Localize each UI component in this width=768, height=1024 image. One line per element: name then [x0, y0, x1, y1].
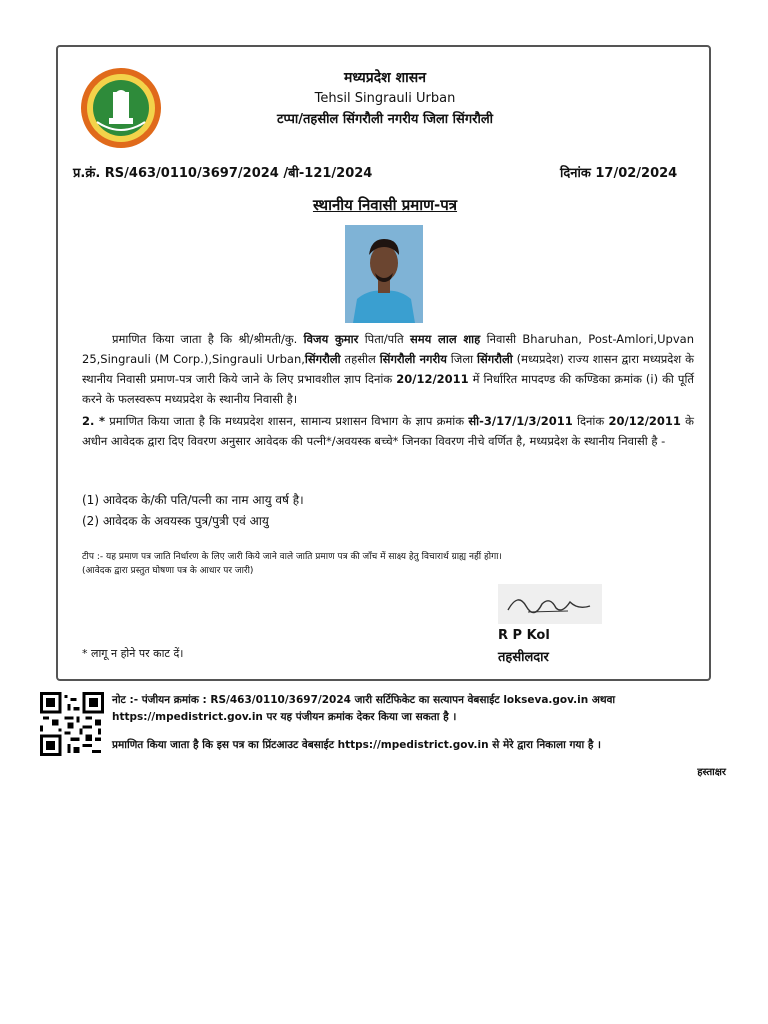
p1-text-d: तहसील	[340, 352, 380, 366]
city-name: सिंगरौली	[304, 352, 341, 366]
header-tehsil-hindi: टप्पा/तहसील सिंगरौली नगरीय जिला सिंगरौली	[276, 112, 494, 127]
issue-date: दिनांक 17/02/2024	[560, 166, 678, 181]
footer-printout-note: प्रमाणित किया जाता है कि इस पत्र का प्रिंटआउट वेबसाईट https://mpedistrict.gov.in से मेरे द्वारा निकाला गया है ।	[112, 739, 602, 751]
signatory-name: R P Kol	[498, 628, 550, 643]
p1-text-a: प्रमाणित किया जाता है कि श्री/श्रीमती/कु.	[112, 332, 304, 346]
p2-text-a: प्रमाणित किया जाता है कि मध्यप्रदेश शासन, सामान्य प्रशासन विभाग के ज्ञाप क्रमांक	[104, 414, 469, 428]
p2-text-c: के अधीन आवेदक द्वारा दिए विवरण अनुसार आवेदक की पत्नी*/अवयस्क बच्चे* जिनका विवरण नीचे वर्णित है, मध्यप्रदेश के स्थानीय निवासी है -	[82, 414, 695, 448]
p1-text-e: जिला	[446, 352, 478, 366]
memo-number: सी-3/17/1/3/2011	[468, 414, 573, 428]
p1-text-g: में निर्धारित मापदण्ड की कण्डिका क्रमांक (i) की पूर्ति करने के फलस्वरूप मध्यप्रदेश के स्थानीय निवासी है।	[82, 372, 694, 406]
signature-label: हस्ताक्षर	[697, 767, 726, 778]
father-name: समय लाल शाह	[410, 332, 481, 346]
footer-verification-note: नोट :- पंजीयन क्रमांक : RS/463/0110/3697/2024 जारी सर्टिफिकेट का सत्यापन वेबसाईट lokseva.gov.in अथवा	[112, 694, 616, 706]
handwritten-signature	[498, 584, 602, 624]
p1-text-c: निवासी Bharuhan, Post-Amlori,Upvan 25,Singrauli (M Corp.),Singrauli Urban,	[82, 332, 694, 366]
certification-paragraph-1	[82, 329, 694, 409]
mp-government-emblem-icon	[79, 66, 163, 150]
p1-text-f: (मध्यप्रदेश) राज्य शासन द्वारा मध्यप्रदेश के स्थानीय निवासी प्रमाण-पत्र जारी किये जाने के लिए प्रभावशील ज्ञाप दिनांक	[82, 352, 694, 386]
p2-number: 2. *	[82, 414, 105, 428]
note-declaration: (आवेदक द्वारा प्रस्तुत घोषणा पत्र के आधार पर जारी)	[82, 566, 254, 576]
reference-number: प्र.क्रं. RS/463/0110/3697/2024 /बी-121/2024	[73, 166, 373, 181]
p1-text-b: पिता/पति	[358, 332, 411, 346]
p2-text-b: दिनांक	[572, 414, 609, 428]
applicant-name: विजय कुमार	[303, 332, 359, 346]
district-name: सिंगरौली	[477, 352, 513, 366]
strike-out-note: * लागू न होने पर काट दें।	[82, 647, 184, 660]
signature-area	[498, 584, 602, 624]
certificate-title: स्थानीय निवासी प्रमाण-पत्र	[312, 196, 458, 214]
memo-date-1: 20/12/2011	[396, 372, 469, 386]
footer-verification-url: https://mpedistrict.gov.in पर यह पंजीयन क्रमांक देकर किया जा सकता है ।	[112, 711, 457, 723]
signatory-designation: तहसीलदार	[498, 650, 549, 665]
header-government: मध्यप्रदेश शासन	[344, 70, 426, 86]
certification-paragraph-2	[82, 411, 694, 451]
header-tehsil-english: Tehsil Singrauli Urban	[314, 91, 456, 106]
memo-date-2: 20/12/2011	[608, 414, 681, 428]
qr-code	[40, 692, 104, 756]
list-item-spouse: (1) आवेदक के/की पति/पत्नी का नाम आयु वर्ष है।	[82, 493, 304, 507]
note-caste: टीप :- यह प्रमाण पत्र जाति निर्धारण के लिए जारी किये जाने वाले जाति प्रमाण पत्र की जाँच में साक्ष्य हेतु विचारार्थ ग्राह्य नहीं होगा।	[82, 552, 502, 562]
tehsil-name: सिंगरौली नगरीय	[379, 352, 447, 366]
list-item-children: (2) आवेदक के अवयस्क पुत्र/पुत्री एवं आयु	[82, 514, 269, 528]
applicant-photo	[345, 225, 423, 323]
